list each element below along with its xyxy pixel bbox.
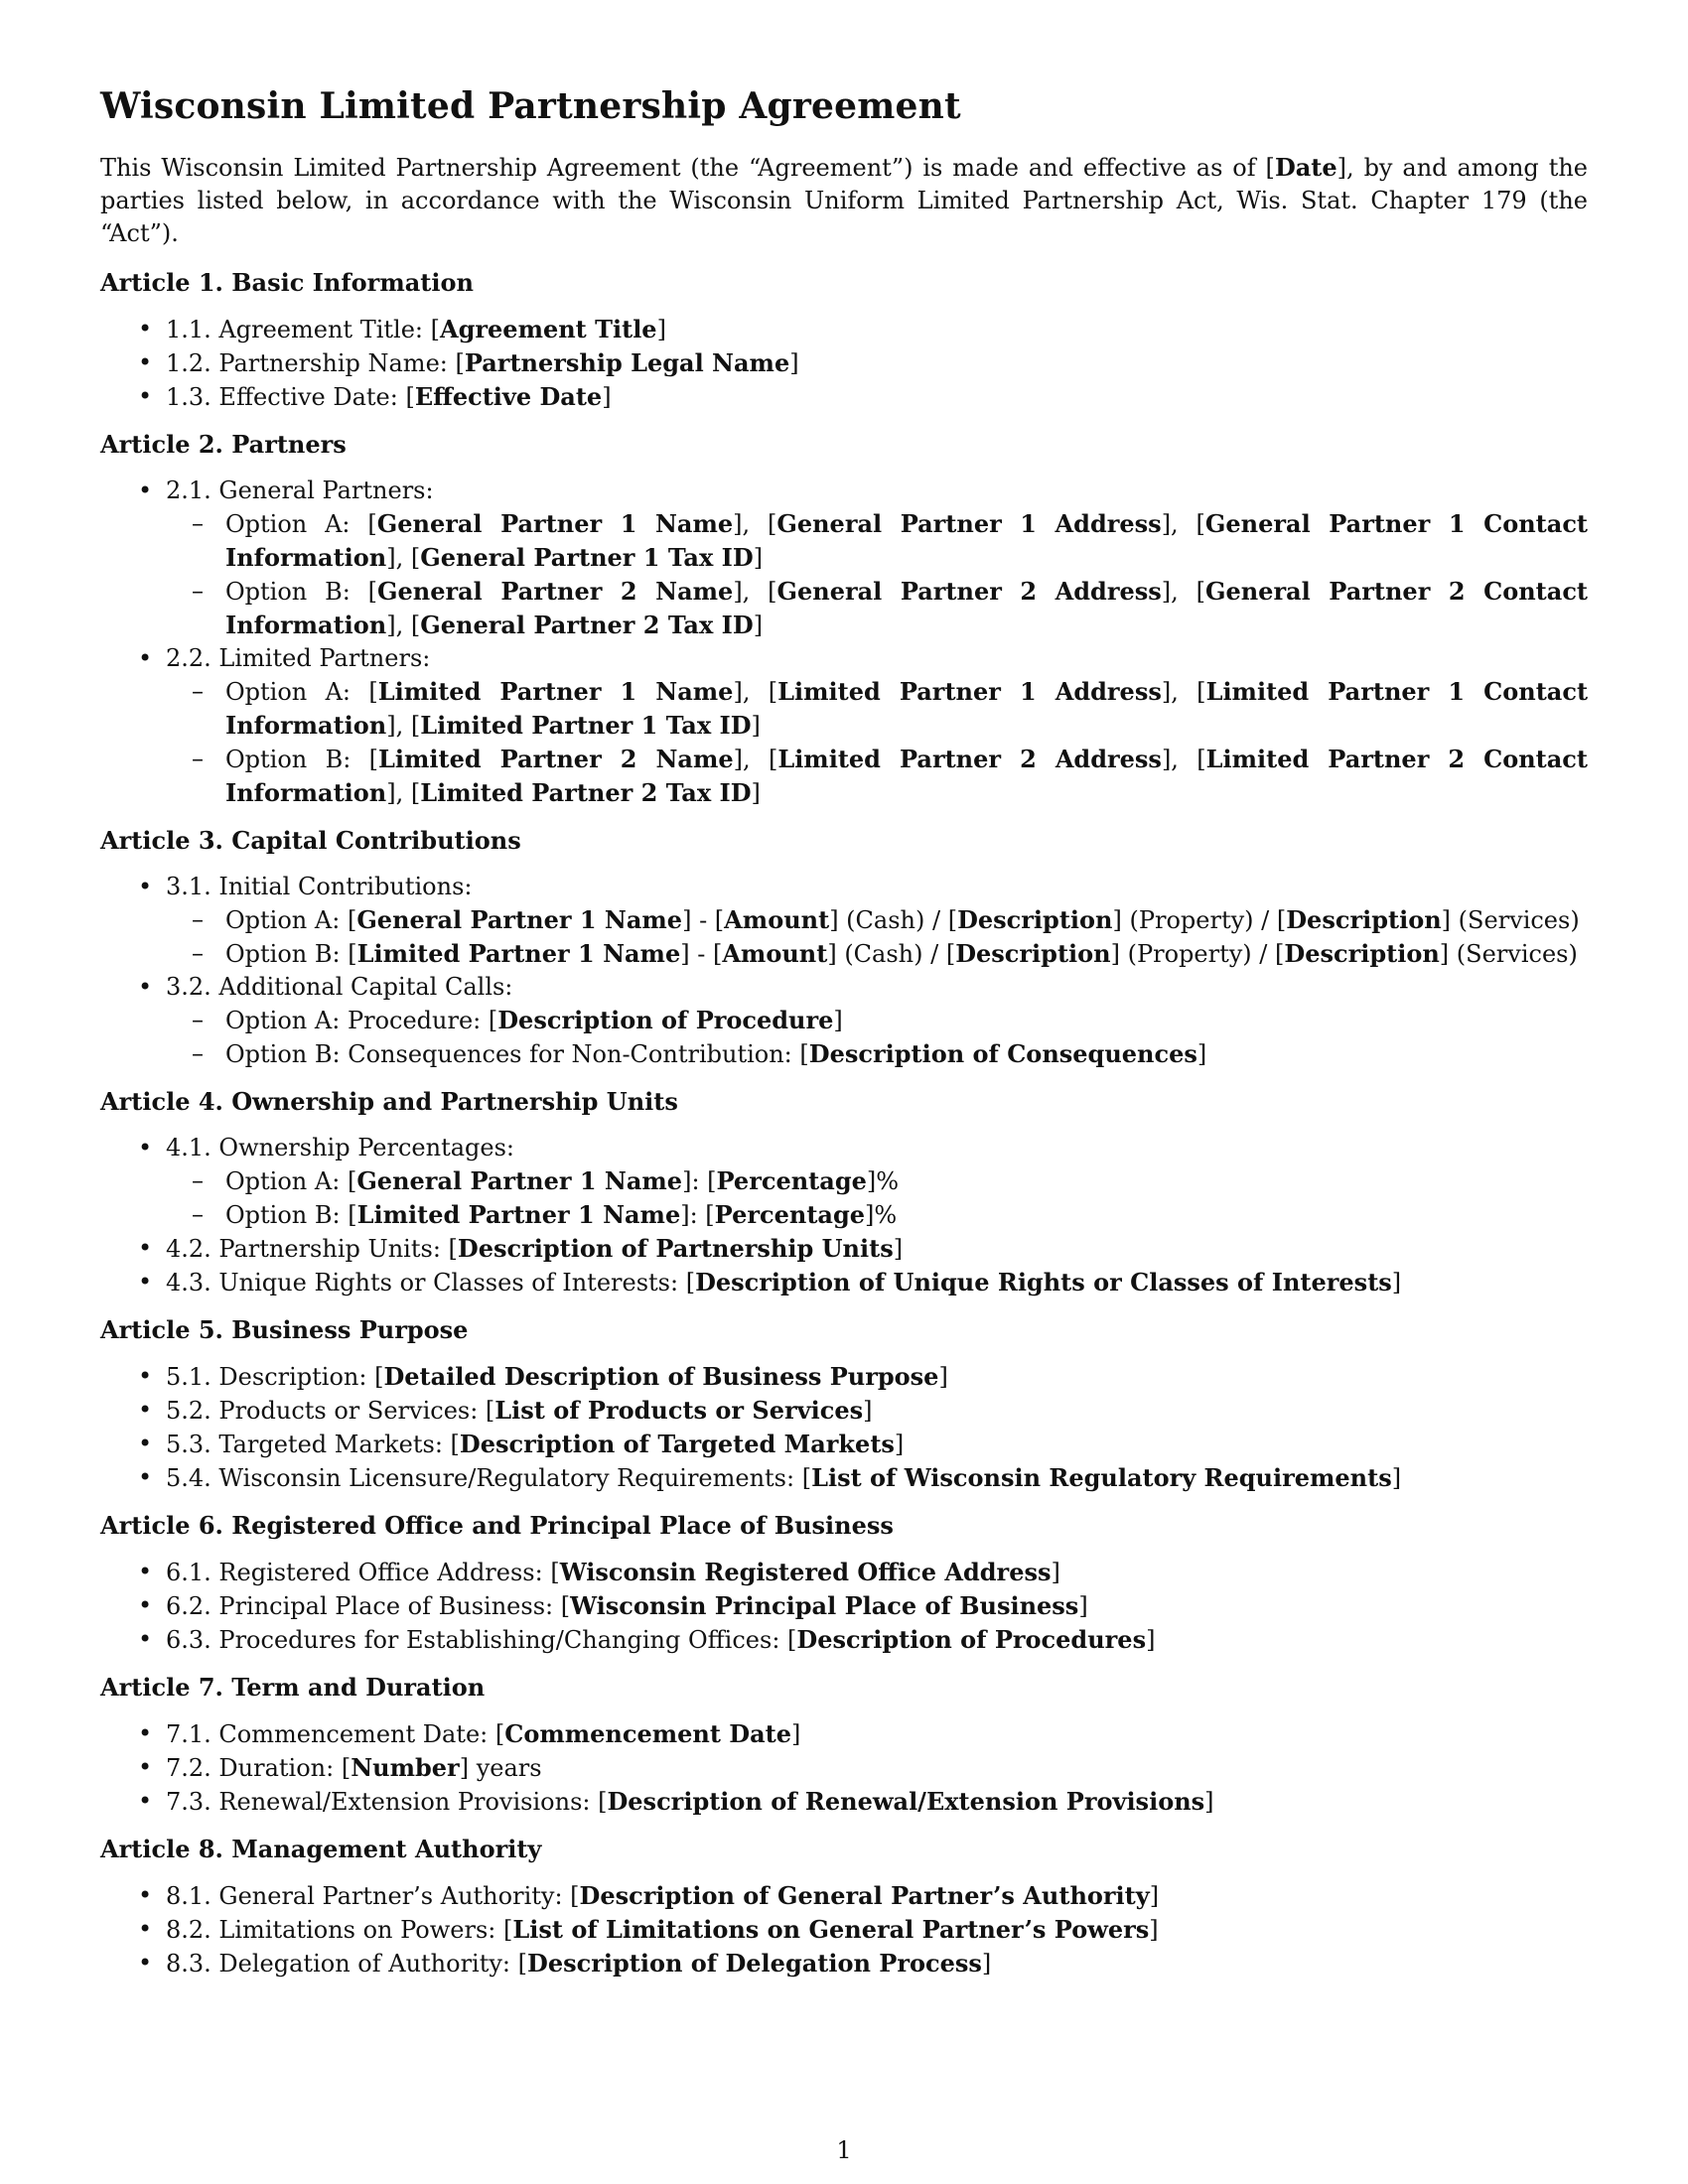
articles-container <box>100 266 1588 1980</box>
item-suffix: ] <box>1051 1559 1060 1586</box>
item-label: 1.3. Effective Date: [ <box>166 383 415 411</box>
item-suffix: ] <box>938 1363 948 1391</box>
option-separator: ], [ <box>386 544 421 572</box>
intro-date-field: Date <box>1274 153 1337 182</box>
item-label: 1.1. Agreement Title: [ <box>166 316 440 343</box>
item-label: 8.2. Limitations on Powers: [ <box>166 1916 513 1944</box>
item-label: 7.3. Renewal/Extension Provisions: [ <box>166 1788 608 1816</box>
item-label: 4.2. Partnership Units: [ <box>166 1235 458 1263</box>
item-suffix: ] <box>894 1431 905 1458</box>
option-list <box>166 1004 1588 1071</box>
option-list <box>166 903 1588 971</box>
placeholder-field: List of Limitations on General Partner’s Powers <box>512 1915 1150 1944</box>
option-prefix: Option A: [ <box>225 906 357 934</box>
placeholder-field: Limited Partner 1 Name <box>356 1200 681 1229</box>
option-separator: ] (Services) <box>1441 906 1580 934</box>
item-label: 8.1. General Partner’s Authority: [ <box>166 1882 580 1910</box>
option-item <box>162 1198 1588 1232</box>
option-item <box>162 937 1588 971</box>
option-prefix: Option B: [ <box>225 1201 357 1229</box>
placeholder-field: Description <box>957 905 1113 934</box>
item-label: 3.1. Initial Contributions: <box>166 873 473 900</box>
placeholder-field: Description <box>1284 939 1440 968</box>
placeholder-field: Agreement Title <box>439 315 657 343</box>
option-item <box>162 743 1588 810</box>
article-item-list <box>100 1132 1588 1299</box>
placeholder-field: Limited Partner 2 Address <box>777 745 1162 773</box>
article-heading: Article 5. Business Purpose <box>100 1315 469 1344</box>
item-label: 2.2. Limited Partners: <box>166 644 431 672</box>
placeholder-field: Wisconsin Registered Office Address <box>559 1558 1052 1586</box>
placeholder-field: Limited Partner 1 Name <box>377 677 734 706</box>
option-list <box>166 675 1588 810</box>
item-label: 6.2. Principal Place of Business: [ <box>166 1592 571 1620</box>
item-label: 4.3. Unique Rights or Classes of Interests: [ <box>166 1269 696 1297</box>
placeholder-field: Amount <box>724 905 830 934</box>
placeholder-field: General Partner 1 Tax ID <box>420 543 754 572</box>
intro-paragraph <box>100 151 1588 250</box>
option-item <box>162 1164 1588 1198</box>
option-separator: ]: [ <box>680 1201 715 1229</box>
option-prefix: Option A: [ <box>225 510 377 538</box>
item-suffix: ] <box>1391 1269 1402 1297</box>
option-prefix: Option B: Consequences for Non-Contribution: [ <box>225 1040 809 1068</box>
article-heading: Article 1. Basic Information <box>100 268 474 297</box>
article-item-list <box>100 1879 1588 1980</box>
intro-text-2: ], by and among the parties listed below, in accordance with the Wisconsin Uniform Limited Partnership Act, Wis. Stat. Chapter 179 (the “Act”). <box>100 154 1589 247</box>
list-item <box>100 475 1588 642</box>
placeholder-field: General Partner 1 Name <box>356 1166 683 1195</box>
placeholder-field: General Partner 1 Name <box>376 509 734 538</box>
option-separator: ] (Property) / [ <box>1110 940 1285 968</box>
item-label: 6.1. Registered Office Address: [ <box>166 1559 560 1586</box>
item-suffix: ] <box>981 1950 992 1978</box>
list-item <box>100 1623 1588 1657</box>
article-heading: Article 7. Term and Duration <box>100 1673 486 1702</box>
placeholder-field: General Partner 1 Name <box>356 905 683 934</box>
list-item <box>100 1266 1588 1299</box>
item-suffix: ] <box>656 316 666 343</box>
article-heading: Article 4. Ownership and Partnership Units <box>100 1087 678 1116</box>
intro-text-1: This Wisconsin Limited Partnership Agreement (the “Agreement”) is made and effective as of [ <box>100 154 1275 182</box>
option-separator: ], [ <box>386 712 421 740</box>
option-separator: ] (Cash) / [ <box>829 906 958 934</box>
article-heading: Article 6. Registered Office and Principal Place of Business <box>100 1511 894 1540</box>
item-label: 5.2. Products or Services: [ <box>166 1397 495 1425</box>
list-item <box>100 871 1588 971</box>
option-separator: ] <box>833 1007 843 1034</box>
list-item <box>100 380 1588 414</box>
option-list <box>166 507 1588 642</box>
list-item <box>100 1394 1588 1428</box>
option-separator: ]% <box>866 1167 900 1195</box>
list-item <box>100 1751 1588 1785</box>
list-item <box>100 1132 1588 1232</box>
option-prefix: Option B: [ <box>225 940 357 968</box>
placeholder-field: Description of Delegation Process <box>527 1949 982 1978</box>
option-separator: ], [ <box>733 678 778 706</box>
placeholder-field: Limited Partner 2 Tax ID <box>420 778 752 807</box>
option-separator: ] - [ <box>682 906 725 934</box>
item-suffix: ] <box>791 1720 801 1748</box>
option-item <box>162 575 1588 642</box>
placeholder-field: Limited Partner 1 Address <box>777 677 1162 706</box>
item-suffix: ] <box>1149 1882 1160 1910</box>
placeholder-field: Percentage <box>714 1200 866 1229</box>
placeholder-field: Wisconsin Principal Place of Business <box>570 1591 1079 1620</box>
list-item <box>100 1428 1588 1461</box>
placeholder-field: Limited Partner 1 Name <box>356 939 681 968</box>
list-item <box>100 971 1588 1071</box>
placeholder-field: General Partner 2 Name <box>376 577 734 606</box>
option-item <box>162 1037 1588 1071</box>
article-heading: Article 3. Capital Contributions <box>100 826 521 855</box>
option-prefix: Option B: [ <box>225 578 377 606</box>
list-item <box>100 1717 1588 1751</box>
option-separator: ], [ <box>386 779 421 807</box>
item-suffix: ] <box>1149 1916 1159 1944</box>
option-separator: ], [ <box>733 578 777 606</box>
item-label: 6.3. Procedures for Establishing/Changing Offices: [ <box>166 1626 797 1654</box>
item-suffix: ] <box>1078 1592 1088 1620</box>
item-label: 2.1. General Partners: <box>166 477 434 504</box>
option-prefix: Option B: [ <box>225 746 378 773</box>
article-item-list <box>100 1360 1588 1495</box>
placeholder-field: Limited Partner 2 Name <box>377 745 734 773</box>
placeholder-field: Description <box>955 939 1111 968</box>
option-separator: ] (Services) <box>1439 940 1578 968</box>
option-separator: ], [ <box>733 746 778 773</box>
item-label: 4.1. Ownership Percentages: <box>166 1134 514 1161</box>
list-item <box>100 1879 1588 1913</box>
document-title: Wisconsin Limited Partnership Agreement <box>100 85 961 127</box>
list-item <box>100 1947 1588 1980</box>
page-number: 1 <box>836 2136 852 2164</box>
placeholder-field: General Partner 2 Contact Information <box>225 577 1589 639</box>
option-separator: ], [ <box>1161 510 1205 538</box>
list-item <box>100 1589 1588 1623</box>
item-label: 3.2. Additional Capital Calls: <box>166 973 513 1001</box>
placeholder-field: Description of Renewal/Extension Provisions <box>607 1787 1205 1816</box>
option-separator: ], [ <box>1161 578 1205 606</box>
option-item <box>162 675 1588 743</box>
item-suffix: ] years <box>459 1754 542 1782</box>
placeholder-field: Detailed Description of Business Purpose <box>383 1362 939 1391</box>
article-heading: Article 8. Management Authority <box>100 1835 542 1863</box>
placeholder-field: General Partner 2 Address <box>776 577 1162 606</box>
list-item <box>100 1360 1588 1394</box>
item-label: 1.2. Partnership Name: [ <box>166 349 465 377</box>
item-suffix: ] <box>789 349 799 377</box>
option-prefix: Option A: [ <box>225 678 378 706</box>
option-separator: ] (Property) / [ <box>1112 906 1287 934</box>
option-separator: ] - [ <box>680 940 723 968</box>
option-prefix: Option A: [ <box>225 1167 357 1195</box>
article-item-list <box>100 1556 1588 1657</box>
placeholder-field: Effective Date <box>414 382 603 411</box>
list-item <box>100 1232 1588 1266</box>
item-label: 5.3. Targeted Markets: [ <box>166 1431 460 1458</box>
article-item-list <box>100 871 1588 1071</box>
option-separator: ] <box>753 612 764 639</box>
article-item-list <box>100 313 1588 414</box>
option-separator: ]% <box>865 1201 898 1229</box>
list-item <box>100 313 1588 346</box>
placeholder-field: Limited Partner 1 Contact Information <box>225 677 1589 740</box>
placeholder-field: General Partner 2 Tax ID <box>420 611 754 639</box>
option-separator: ] <box>751 779 761 807</box>
item-suffix: ] <box>863 1397 873 1425</box>
option-separator: ], [ <box>733 510 777 538</box>
placeholder-field: Description of Partnership Units <box>457 1234 894 1263</box>
article-item-list <box>100 1717 1588 1819</box>
item-label: 5.4. Wisconsin Licensure/Regulatory Requirements: [ <box>166 1464 812 1492</box>
option-prefix: Option A: Procedure: [ <box>225 1007 498 1034</box>
article-item-list <box>100 475 1588 810</box>
option-item <box>162 1004 1588 1037</box>
placeholder-field: List of Products or Services <box>494 1396 864 1425</box>
document-page <box>100 85 1588 1994</box>
placeholder-field: General Partner 1 Contact Information <box>225 509 1589 572</box>
option-separator: ]: [ <box>682 1167 717 1195</box>
placeholder-field: Description of Procedure <box>497 1006 834 1034</box>
option-separator: ] <box>751 712 761 740</box>
option-list <box>166 1164 1588 1232</box>
placeholder-field: Description of Procedures <box>796 1625 1147 1654</box>
placeholder-field: Description of General Partner’s Authority <box>579 1881 1150 1910</box>
list-item <box>100 642 1588 810</box>
placeholder-field: General Partner 1 Address <box>776 509 1162 538</box>
list-item <box>100 1556 1588 1589</box>
article-heading: Article 2. Partners <box>100 430 347 459</box>
option-item <box>162 903 1588 937</box>
placeholder-field: Limited Partner 1 Tax ID <box>420 711 752 740</box>
placeholder-field: Percentage <box>716 1166 867 1195</box>
option-separator: ], [ <box>1161 746 1206 773</box>
item-label: 8.3. Delegation of Authority: [ <box>166 1950 528 1978</box>
option-item <box>162 507 1588 575</box>
item-suffix: ] <box>1146 1626 1156 1654</box>
placeholder-field: Partnership Legal Name <box>464 348 790 377</box>
item-suffix: ] <box>1391 1464 1402 1492</box>
placeholder-field: Description of Consequences <box>808 1039 1197 1068</box>
item-suffix: ] <box>1204 1788 1214 1816</box>
list-item <box>100 346 1588 380</box>
list-item <box>100 1913 1588 1947</box>
placeholder-field: Description of Targeted Markets <box>459 1430 895 1458</box>
option-separator: ], [ <box>386 612 421 639</box>
placeholder-field: Commencement Date <box>504 1719 792 1748</box>
item-suffix: ] <box>893 1235 904 1263</box>
placeholder-field: Amount <box>722 939 828 968</box>
placeholder-field: Number <box>351 1753 460 1782</box>
item-label: 5.1. Description: [ <box>166 1363 384 1391</box>
option-separator: ] (Cash) / [ <box>827 940 956 968</box>
placeholder-field: Limited Partner 2 Contact Information <box>225 745 1589 807</box>
placeholder-field: List of Wisconsin Regulatory Requirements <box>811 1463 1392 1492</box>
item-label: 7.1. Commencement Date: [ <box>166 1720 505 1748</box>
item-suffix: ] <box>602 383 612 411</box>
option-separator: ], [ <box>1161 678 1206 706</box>
placeholder-field: Description of Unique Rights or Classes of Interests <box>695 1268 1392 1297</box>
list-item <box>100 1461 1588 1495</box>
option-separator: ] <box>753 544 764 572</box>
item-label: 7.2. Duration: [ <box>166 1754 352 1782</box>
placeholder-field: Description <box>1286 905 1442 934</box>
option-separator: ] <box>1196 1040 1207 1068</box>
list-item <box>100 1785 1588 1819</box>
